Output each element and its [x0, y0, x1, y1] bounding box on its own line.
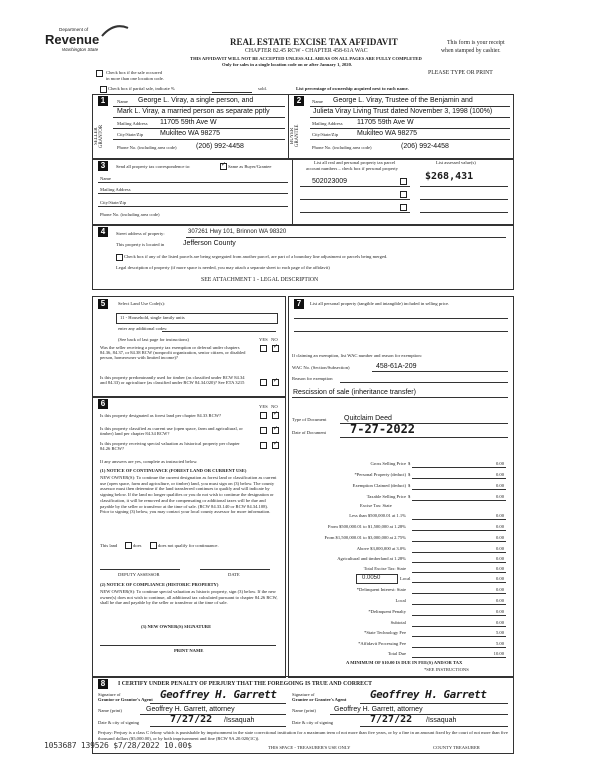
land-use-q1: Was the seller receiving a property tax exemption or deferral under chapters 84.36, 84.37, or 84.38 RCW (nonprofit organization, senior citizen, or disabled person, homeowner with limited income)? [100, 345, 246, 361]
forest-q3-yes[interactable] [260, 442, 267, 449]
taxable-price-label: Taxable Selling Price [366, 494, 406, 499]
agri-label: Agricultural and timberland at 1.28% [337, 556, 406, 561]
buyer-name-1[interactable]: George L. Viray, Trustee of the Benjamin and [333, 97, 473, 104]
deputy-line [100, 569, 180, 570]
forest-q1-yes[interactable] [260, 412, 267, 419]
deputy-assessor-label: DEPUTY ASSESSOR [118, 572, 160, 577]
personal-property-line-1 [294, 318, 508, 319]
forest-answer-note: If any answers are yes, complete as instructed below. [100, 459, 198, 464]
local-rate: 0.0050 [362, 575, 381, 581]
see-instructions: *SEE INSTRUCTIONS [424, 667, 469, 672]
buyer-phone[interactable]: (206) 992-4458 [401, 143, 449, 150]
deputy-date-label: DATE [228, 572, 240, 577]
print-name-label: PRINT NAME [174, 648, 204, 653]
corr-name-label: Name [100, 176, 111, 181]
forest-yes: YES [259, 404, 268, 409]
same-as-buyer-label: Same as Buyer/Grantee [228, 164, 272, 169]
tech-fee-line [412, 636, 506, 637]
segregated-checkbox[interactable] [116, 254, 123, 261]
grantor-sig-label-1: Signature of [98, 692, 121, 697]
partial-sale-label: Check box if partial sale, indicate % [108, 86, 175, 91]
grantee-date-label: Date & city of signing [292, 720, 334, 725]
processing-fee-line [412, 647, 506, 648]
partial-sale-sold: sold. [258, 86, 267, 91]
doc-date-label: Date of Document [292, 430, 326, 435]
section-7-number: 7 [294, 299, 304, 309]
grantor-city[interactable]: /Issaquah [224, 717, 255, 724]
reason-line-1 [340, 382, 508, 383]
grantor-date-label: Date & city of signing [98, 720, 140, 725]
dept-state: Washington State [62, 47, 99, 52]
section-divider [288, 94, 289, 158]
form-title: REAL ESTATE EXCISE TAX AFFIDAVIT [230, 37, 398, 47]
corr-mailing-label: Mailing Address [100, 187, 131, 192]
delinquent-state-label: *Delinquent Interest: State [356, 587, 406, 592]
land-use-label: Select Land Use Code(s): [118, 301, 166, 306]
seller-city-label: City/State/Zip [117, 132, 144, 137]
does-not-checkbox[interactable] [150, 542, 157, 549]
tier-4-value[interactable]: 0.00 [495, 546, 504, 551]
seller-name-2[interactable]: Mark L. Viray, a married person as separate pptly [117, 108, 270, 115]
excise-state-heading: Excise Tax: State [360, 503, 392, 508]
personal-property-checkbox-1[interactable] [400, 178, 407, 185]
total-excise-value[interactable]: 0.00 [495, 566, 504, 571]
local-value[interactable]: 0.00 [495, 576, 504, 581]
forest-q1-no[interactable] [272, 412, 279, 419]
total-due-value[interactable]: 10.00 [493, 651, 504, 656]
parcel-line-3 [300, 212, 410, 213]
total-excise-line [412, 572, 506, 573]
reason-line-2 [292, 397, 508, 398]
buyer-city[interactable]: Mukilteo WA 98275 [357, 130, 418, 137]
exemption-deduct-label: Exemption Claimed (deduct) [352, 483, 406, 488]
land-use-code: 11 - Household, single family units [120, 315, 185, 320]
additional-codes-label: enter any additional codes: [118, 326, 168, 331]
county-treasurer-label: COUNTY TREASURER [433, 745, 480, 750]
taxable-price-line [412, 500, 506, 501]
seller-name-label: Name [117, 99, 128, 104]
assessed-value[interactable]: $268,431 [425, 171, 474, 182]
total-due-line [412, 657, 506, 658]
segregated-label: Check box if any of the listed parcels are being segregated from another parcel, are part of a boundary line adjustment or parcels being merged. [124, 254, 388, 259]
reason-label: Reason for exemption [292, 376, 333, 381]
multi-location-label-2: in more than one location code. [106, 76, 164, 81]
form-warning: THIS AFFIDAVIT WILL NOT BE ACCEPTED UNLESS ALL AREAS ON ALL PAGES ARE FULLY COMPLETED [190, 56, 422, 61]
does-checkbox[interactable] [125, 542, 132, 549]
buyer-mailing[interactable]: 11705 59th Ave W [357, 119, 414, 126]
taxable-price-value[interactable]: 0.00 [495, 494, 504, 499]
corr-mailing-line [98, 193, 288, 194]
ownership-note: List percentage of ownership acquired next to each name. [296, 86, 409, 91]
does-label: does [133, 543, 142, 548]
tier-2-label: From $500,000.01 to $1,500,000 at 1.28% [327, 524, 406, 529]
dept-revenue: Revenue [45, 32, 100, 47]
dollar-sign: $ [408, 472, 411, 477]
grantor-name-label: Name (print) [98, 708, 122, 713]
delinquent-state-value[interactable]: 0.00 [495, 587, 504, 592]
total-excise-label: Total Excise Tax: State [363, 566, 406, 571]
forest-q2-yes[interactable] [260, 427, 267, 434]
processing-fee-label: *Affidavit Processing Fee [358, 641, 406, 646]
grantee-signature[interactable]: Geoffrey H. Garrett [370, 688, 487, 701]
parcel-line-2 [300, 199, 410, 200]
street-label: Street address of property: [116, 231, 165, 236]
tier-3-line [412, 541, 506, 542]
tier-1-line [412, 519, 506, 520]
seller-mailing-label: Mailing Address [117, 121, 148, 126]
certify-statement: I CERTIFY UNDER PENALTY OF PERJURY THAT THE FOREGOING IS TRUE AND CORRECT [118, 681, 373, 687]
exemption-deduct-line [412, 489, 506, 490]
delinquent-local-line [412, 604, 506, 605]
q2-no-checkbox[interactable] [272, 379, 279, 386]
logo-swoosh-icon [100, 24, 130, 38]
parcel-line-1 [300, 186, 410, 187]
forest-q2: Is this property classified as current use (open space, farm and agricultural, or timber) land per chapter 84.34 RCW? [100, 426, 243, 437]
seller-name-line-2 [113, 117, 285, 118]
buyer-mailing-label: Mailing Address [312, 121, 343, 126]
delinquent-local-label: Local [395, 598, 406, 603]
tier-3-value[interactable]: 0.00 [495, 535, 504, 540]
personal-deduct-line [412, 478, 506, 479]
street-address[interactable]: 307261 Hwy 101, Brinnon WA 98320 [188, 229, 287, 235]
subtotal-value[interactable]: 0.00 [495, 620, 504, 625]
section-8-number: 8 [98, 679, 108, 689]
delinquent-local-value[interactable]: 0.00 [495, 598, 504, 603]
receipt-note-2: when stamped by cashier. [441, 48, 501, 54]
exemption-reason[interactable]: Rescission of sale (inheritance transfer) [293, 389, 416, 396]
assessed-line-1 [420, 186, 508, 187]
seller-phone[interactable]: (206) 992-4458 [196, 143, 244, 150]
multi-location-checkbox[interactable] [96, 70, 103, 77]
local-line [412, 582, 506, 583]
treasurer-use-note: THIS SPACE - TREASURER'S USE ONLY [268, 745, 351, 750]
forest-q3: Is this property receiving special valuation as historical property per chapter 84.26 RCW? [100, 441, 240, 452]
agri-value[interactable]: 0.00 [495, 556, 504, 561]
gross-price-label: Gross Selling Price [370, 461, 406, 466]
additional-codes-line [162, 331, 276, 332]
seller-phone-label: Phone No. (including area code) [117, 145, 177, 150]
this-land-label: This land [100, 543, 118, 548]
assessed-line-3 [420, 212, 508, 213]
q1-yes-checkbox[interactable] [260, 345, 267, 352]
tier-1-value[interactable]: 0.00 [495, 513, 504, 518]
grantee-sig-line [360, 703, 508, 704]
perjury-notice: Perjury: Perjury is a class C felony which is punishable by imprisonment in the state correctional institution for a maximum term of not more than five years, or by a fine in an amount fixed by the court of not more than five thousand dollars ($5,000.00), or by both imprisonment and fine (RCW 9A.20.020(1C)). [98, 730, 508, 741]
penalty-line [412, 615, 506, 616]
grantor-sig-line [150, 703, 286, 704]
processing-fee-value[interactable]: 5.00 [495, 641, 504, 646]
doc-date-line [340, 437, 508, 438]
grantor-signature[interactable]: Geoffrey H. Garrett [160, 688, 277, 701]
partial-sale-checkbox[interactable] [100, 86, 107, 93]
corr-city-line [98, 206, 288, 207]
seller-city-line [113, 139, 285, 140]
dollar-sign: $ [408, 494, 411, 499]
forest-q2-no[interactable] [272, 427, 279, 434]
personal-property-line-2 [294, 331, 508, 332]
personal-deduct-label: *Personal Property (deduct) [354, 472, 406, 477]
seller-name-line-1 [113, 106, 285, 107]
same-as-buyer-checkbox[interactable] [220, 163, 227, 170]
seller-side-label: SELLER GRANTOR [94, 124, 104, 148]
section-4-number: 4 [98, 227, 108, 237]
buyer-mailing-line [310, 128, 510, 129]
grantor-date-line [150, 726, 286, 727]
exemption-claim-label: If claiming an exemption, list WAC number and reason for exemption: [292, 353, 422, 358]
assessed-header: List assessed value(s) [436, 160, 476, 165]
wac-line [372, 371, 508, 372]
grantee-date-line [360, 726, 508, 727]
notice-1-body: NEW OWNER(S): To continue the current designation as forest land or classification as current use (open space, farm and agriculture, or timber) land, you must sign on (3) below. The county assessor must then determine if the land transferred continues to qualify and will indicate by signing below. If the land no longer qualifies or you do not wish to continue the designation or classification, it will be removed and the compensating or additional taxes will be due and payable by the seller or transferor at the time of sale. (RCW 84.33.140 or RCW 84.34.108). Prior to signing (3) below, you may contact your local county assessor for more information. [100, 475, 277, 515]
tier-4-label: Above $3,000,000 at 3.0% [356, 546, 406, 551]
corr-city-label: City/State/Zip [100, 200, 127, 205]
type-note: PLEASE TYPE OR PRINT [428, 70, 493, 76]
doc-type-label: Type of Document [292, 417, 327, 422]
tier-2-line [412, 530, 506, 531]
dollar-sign: $ [408, 461, 411, 466]
exemption-deduct-value[interactable]: 0.00 [495, 483, 504, 488]
grantee-sig-label-1: Signature of [292, 692, 315, 697]
grantor-name-line [140, 714, 286, 715]
tech-fee-label: *State Technology Fee [364, 630, 406, 635]
parcel-number[interactable]: 502023009 [312, 178, 348, 185]
tier-3-label: From $1,500,000.01 to $3,000,000 at 2.75% [324, 535, 406, 540]
section-2-number: 2 [294, 96, 304, 106]
section-3-number: 3 [98, 161, 108, 171]
buyer-name-line-1 [310, 106, 510, 107]
new-owner-sig-label: (3) NEW OWNER(S) SIGNATURE [141, 624, 212, 629]
dept-of: Department of [59, 27, 89, 32]
does-not-label: does not qualify for continuance. [158, 543, 219, 548]
parcel-header-1: List all real and personal property tax parcel [314, 160, 396, 165]
personal-property-label: List all personal property (tangible and intangible) included in selling price. [310, 301, 450, 306]
grantee-sig-label-2: Grantee or Grantee's Agent [292, 697, 347, 702]
corr-name-line [98, 182, 288, 183]
form-sub-warning: Only for sales in a single location code on or after January 1, 2020. [222, 62, 353, 67]
notice-1-title: (1) NOTICE OF CONTINUANCE (FOREST LAND OR CURRENT USE) [100, 468, 247, 473]
street-line [186, 237, 506, 238]
seller-mailing[interactable]: 11705 59th Ave W [160, 119, 217, 126]
assessed-line-2 [420, 199, 508, 200]
county-name[interactable]: Jefferson County [183, 240, 236, 247]
land-use-q2: Is this property predominantly used for timber (as classified under RCW 84.34 and 84.33) or agriculture (as classified under RCW 84.34.020)? See ETA 3215 [100, 375, 245, 386]
penalty-value[interactable]: 0.00 [495, 609, 504, 614]
section-6-frame [92, 396, 286, 678]
personal-deduct-value[interactable]: 0.00 [495, 472, 504, 477]
receipt-note-1: This form is your receipt [447, 40, 505, 46]
wac-number[interactable]: 458-61A-209 [376, 363, 417, 370]
section-1-number: 1 [98, 96, 108, 106]
delinquent-state-line [412, 593, 506, 594]
q1-no-checkbox[interactable] [272, 345, 279, 352]
q2-yes-checkbox[interactable] [260, 379, 267, 386]
seller-name-1[interactable]: George L. Viray, a single person, and [138, 97, 254, 104]
form-chapter: CHAPTER 82.45 RCW - CHAPTER 458-61A WAC [245, 48, 368, 54]
tier-1-label: Less than $500,000.01 at 1.1% [349, 513, 406, 518]
land-use-yes: YES [259, 337, 268, 342]
buyer-phone-label: Phone No. (including area code) [312, 145, 372, 150]
total-due-label: Total Due [387, 651, 406, 656]
gross-price-value[interactable]: 0.00 [495, 461, 504, 466]
forest-no: NO [271, 404, 278, 409]
wac-label: WAC No. (Section/Subsection) [292, 365, 350, 370]
agri-line [412, 562, 506, 563]
doc-date[interactable]: 7-27-2022 [350, 422, 416, 436]
dollar-sign: $ [408, 483, 411, 488]
land-use-no: NO [271, 337, 278, 342]
correspondence-label: Send all property tax correspondence to: [116, 164, 191, 169]
tech-fee-value[interactable]: 5.00 [495, 630, 504, 635]
grantee-print-name[interactable]: Geoffrey H. Garrett, attorney [334, 706, 423, 713]
new-owner-sig-line [100, 645, 276, 646]
subtotal-label: Subtotal [390, 620, 406, 625]
see-back-note: (See back of last page for instructions) [118, 337, 189, 342]
notice-2-title: (2) NOTICE OF COMPLIANCE (HISTORIC PROPERTY) [100, 582, 219, 587]
multi-location-label-1: Check box if the sale occurred [106, 70, 162, 75]
subtotal-line [412, 626, 506, 627]
seller-mailing-line [113, 128, 285, 129]
grantor-sig-label-2: Grantor or Grantor's Agent [98, 697, 153, 702]
doc-type[interactable]: Quitclaim Deed [344, 415, 392, 422]
buyer-name-2[interactable]: Julieta Viray Living Trust dated November 3, 1998 (100%) [313, 108, 493, 115]
buyer-city-line [310, 139, 510, 140]
grantor-print-name[interactable]: Geoffrey H. Garrett, attorney [146, 706, 235, 713]
tier-4-line [412, 552, 506, 553]
buyer-name-label: Name [312, 99, 323, 104]
section-3-divider [292, 158, 293, 224]
parcel-header-2: account numbers – check box if personal property [306, 166, 398, 171]
forest-q3-no[interactable] [272, 442, 279, 449]
buyer-side-label: BUYER GRANTEE [290, 124, 300, 148]
corr-phone-label: Phone No. (including area code) [100, 212, 160, 217]
location-label: This property is located in [116, 242, 165, 247]
partial-sale-line [212, 92, 252, 93]
grantee-city[interactable]: /Issaquah [426, 717, 457, 724]
buyer-city-label: City/State/Zip [312, 132, 339, 137]
legal-desc-label: Legal description of property (if more space is needed, you may attach a separate sheet to each page of the affidavit) [116, 265, 330, 270]
seller-city[interactable]: Mukilteo WA 98275 [160, 130, 221, 137]
notice-2-body: NEW OWNER(S): To continue special valuation as historic property, sign (3) below. If the new owner(s) does not wish to continue, all additional tax calculated pursuant to chapter 84.26 RCW, shall be due and payable by the seller or transferor at the time of sale. [100, 589, 278, 606]
personal-property-checkbox-3[interactable] [400, 204, 407, 211]
grantee-date[interactable]: 7/27/22 [370, 714, 413, 725]
treasurer-stamp: 1053687 139526 $7/28/2022 10.00$ [44, 741, 192, 750]
grantee-name-label: Name (print) [292, 708, 316, 713]
local-label: Local [400, 576, 411, 581]
forest-q1: Is this property designated as forest land per chapter 84.33 RCW? [100, 413, 222, 418]
legal-description[interactable]: SEE ATTACHMENT 1 - LEGAL DESCRIPTION [201, 277, 319, 283]
grantor-date[interactable]: 7/27/22 [170, 714, 213, 725]
personal-property-checkbox-2[interactable] [400, 191, 407, 198]
section-5-number: 5 [98, 299, 108, 309]
tier-2-value[interactable]: 0.00 [495, 524, 504, 529]
section-6-number: 6 [98, 399, 108, 409]
penalty-label: *Delinquent Penalty [368, 609, 406, 614]
gross-price-line [412, 467, 506, 468]
buyer-name-line-2 [310, 117, 510, 118]
grantee-name-line [330, 714, 508, 715]
deputy-date-line [200, 569, 270, 570]
minimum-note: A MINIMUM OF $10.00 IS DUE IN FEE(S) AND/OR TAX [346, 660, 463, 665]
